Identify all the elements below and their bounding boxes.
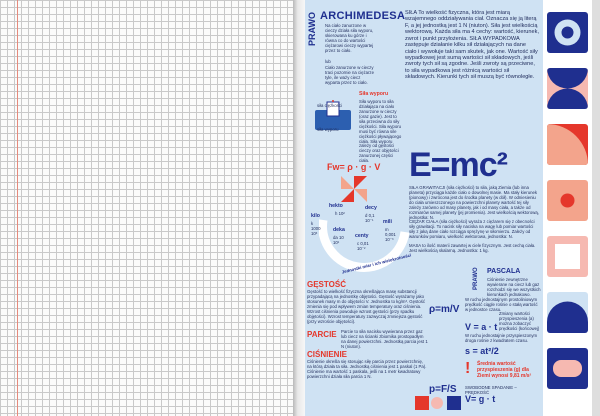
gravity-text: SIŁA GRAWITACJI (siła ciężkości) to siła, jaką Ziemia (lub inna planeta) przyciąga każde ciało o dowolnej masie. Ma stały kierunek (pionowy) i zwrócona jest do środka planety (w dół). W odniesieniu do ciała umieszczonego na powierzchni planety wartość tej siły zależy zarówno od masy planety, jak i od masy ciała, a także od rozmiarów samej planety (jej promienia). Jest wielkością wektorową, jednostka: N. bbox=[409, 185, 539, 220]
archimedes-or: lub bbox=[325, 59, 331, 64]
archimedes-law-text-2: Ciało zanurzone w cieczy traci pozornie na ciężarze tyle, ile waży ciecz wyparta przez to ciało. bbox=[325, 65, 374, 85]
exclamation-icon: ! bbox=[465, 360, 471, 377]
tile-quarter-icon bbox=[547, 124, 588, 165]
weight-text: CIĘŻAR CIAŁA (siła ciężkości) wyraża z ciężarem się z obecności siły grawitacji. To nacisk siły naciska na wagę lub pomiar wartości siły z jaką dane ciało rozciąga sprężynę w siłomierzu. Zależy od warunków pomiaru, wielkość wektorowa, jednostka: N. bbox=[409, 219, 535, 239]
unit-hekto: hekto bbox=[329, 203, 343, 209]
gravity-acceleration-note: Średnia wartość przyspieszenia (g) dla Ziemi wynosi 9,81 m/s² bbox=[477, 361, 532, 379]
unit-deka: deka bbox=[333, 227, 345, 233]
mass-text: MASA to ilość materii zawartej w ciele fizycznym. Jest cechą ciała. Jest wielkością skalarną. Jednostka: 1 kg. bbox=[409, 243, 536, 253]
unit-kilo-value: k 1000 10³ bbox=[311, 221, 321, 236]
margin-line bbox=[17, 0, 18, 416]
notebook-spine bbox=[293, 0, 305, 416]
decorative-bottom-shapes bbox=[415, 392, 465, 414]
tile-target-icon bbox=[547, 12, 588, 53]
density-title: GĘSTOŚĆ bbox=[307, 280, 346, 289]
unit-centy-value: c 0,01 10⁻² bbox=[357, 241, 369, 251]
distance-formula: s = at²/2 bbox=[465, 346, 499, 356]
uniform-motion-text: W ruchu jednostajnym prostoliniowym prędkość ciągle rośnie o stałą wartość w jednostce czasu. bbox=[465, 297, 538, 312]
atmospheric-pressure-text: Ciśnienie określa się stosując siłę parcia przez powierzchnię, na którą działa ta siła. Jednostką ciśnienia jest 1 paskal (1 Pa). Ciśnienie ma wartość 1 paskala, jeśli na 1 metr kwadratowy powierzchni działa siła parcia 1 N. bbox=[307, 359, 427, 379]
unit-kilo: kilo bbox=[311, 213, 320, 219]
tile-square-icon bbox=[547, 236, 588, 277]
cover-page bbox=[305, 0, 592, 416]
tile-dot-icon bbox=[547, 180, 588, 221]
velocity-formula: V = a · t bbox=[465, 322, 498, 332]
pascal-title: PASCALA bbox=[487, 268, 521, 275]
decorative-tiles-column bbox=[543, 0, 592, 416]
buoyancy-force-caption: siła wyporu bbox=[317, 127, 339, 132]
free-fall-label: SWOBODNE SPADANIE – PRĘDKOŚĆ bbox=[465, 385, 517, 395]
archimedes-title: ARCHIMEDESA bbox=[320, 10, 406, 22]
archimedes-law-text: Na ciało zanurzone w cieczy działa siła wyporu, skierowana ku górze i równa co do wartości ciężarowi cieczy wypartej przez to ciało. bbox=[325, 23, 374, 53]
unit-centy: centy bbox=[355, 233, 369, 239]
buoyancy-formula: Fw= ρ · g · V bbox=[327, 162, 381, 172]
buoyancy-title: Siła wyporu bbox=[359, 91, 389, 97]
pascal-law-text: Ciśnienie zewnętrzne wywierane na ciecz lub gaz rozchodzi się we wszystkich kierunkach jednakowo. bbox=[487, 277, 541, 297]
atmospheric-pressure-title: CIŚNIENIE bbox=[307, 350, 348, 359]
gravity-force-caption: siła ciężkości bbox=[317, 103, 343, 108]
pascal-prawo-label: PRAWO bbox=[473, 267, 479, 290]
acceleration-description: Zmiany wartości przyspieszenia (a) można zobaczyć prędkości (końcowej) bbox=[499, 311, 540, 331]
pressure-text: Parcie to siła nacisku wywierana przez gaz lub ciecz na ścianki zbiornika prostopadłym na danej powierzchni. Jednostką parcia jest 1 N (niuton). bbox=[341, 329, 428, 349]
buoyancy-description: Siła wyporu to siła działająca na ciało zanurzone w cieczy (oraz gazie). Jest to siła przeciwna do siły ciężkości. Siła wyporu musi być równa sile ciężkości pływającego ciała. Siła wyporu zależy od gęstości cieczy oraz objętości zanurzonej części ciała. bbox=[359, 99, 402, 164]
pinwheel-icon bbox=[341, 176, 367, 202]
tile-halfcircles-icon bbox=[547, 68, 588, 109]
free-fall-formula: V= g · t bbox=[465, 394, 496, 404]
unit-decy-value: d 0,1 10⁻¹ bbox=[365, 213, 375, 223]
pressure-formula: p=F/S bbox=[429, 384, 457, 395]
unit-decy: decy bbox=[365, 205, 377, 211]
emc-formula: E=mc² bbox=[409, 146, 507, 184]
physics-panel bbox=[305, 0, 543, 416]
density-formula: ρ=m/V bbox=[429, 304, 460, 315]
unit-hekto-value: h 10² bbox=[335, 211, 345, 216]
accelerated-motion-text: W ruchu jednostajnie przyspieszonym droga rośnie z kwadratem czasu. bbox=[465, 333, 538, 343]
unit-mili-value: m 0,001 10⁻³ bbox=[385, 227, 396, 242]
page-edge bbox=[592, 0, 600, 416]
graph-paper-page bbox=[0, 0, 293, 416]
force-intro-text: SIŁA To wielkość fizyczna, która jest miarą wzajemnego oddziaływania ciał. Oznacza się ją literą F, a jej jednostką jest 1 N (niuton). Siła jest wielkością wektorową. Każda siła ma 4 cechy: wartość, kierunek, zwrot i punkt przyłożenia. SIŁA WYPADKOWA zastępuje działanie kilku sił działających na dane ciało i wywołuje taki sam skutek, jak one. Wartość siły wypadkowej jest sumą wartości sił składowych, jeśli zwroty tych sił są zgodne. Jeśli zwroty są przeciwne, to siła wypadkowa jest różnicą wartości sił składowych. Kierunki tych sił muszą być równoległe. bbox=[405, 10, 539, 81]
unit-mili: mili bbox=[383, 219, 392, 225]
tile-wave-icon bbox=[547, 292, 588, 333]
prawo-vertical-label: PRAWO bbox=[307, 11, 317, 46]
density-text: Gęstość to wielkość fizyczna określająca masę substancji przypadającą na jednostkę objętości. Gęstość wyrażamy jako stosunek masy m do objętości V. Jednostka to kg/m³. Gęstość zmienia się pod wpływem zmian temperatury oraz ciśnienia. Wzrost ciśnienia powoduje wzrost gęstości (przy spadku objętości). Wzrost temperatury zazwyczaj zmniejsza gęstość (przy wzroście objętości). bbox=[307, 289, 426, 324]
pressure-title: PARCIE bbox=[307, 330, 337, 339]
unit-deka-value: da 10 10¹ bbox=[333, 235, 344, 245]
tile-capsule-icon bbox=[547, 348, 588, 389]
units-arc-label: Jednostki miar i ich wielokrotności bbox=[341, 252, 412, 275]
